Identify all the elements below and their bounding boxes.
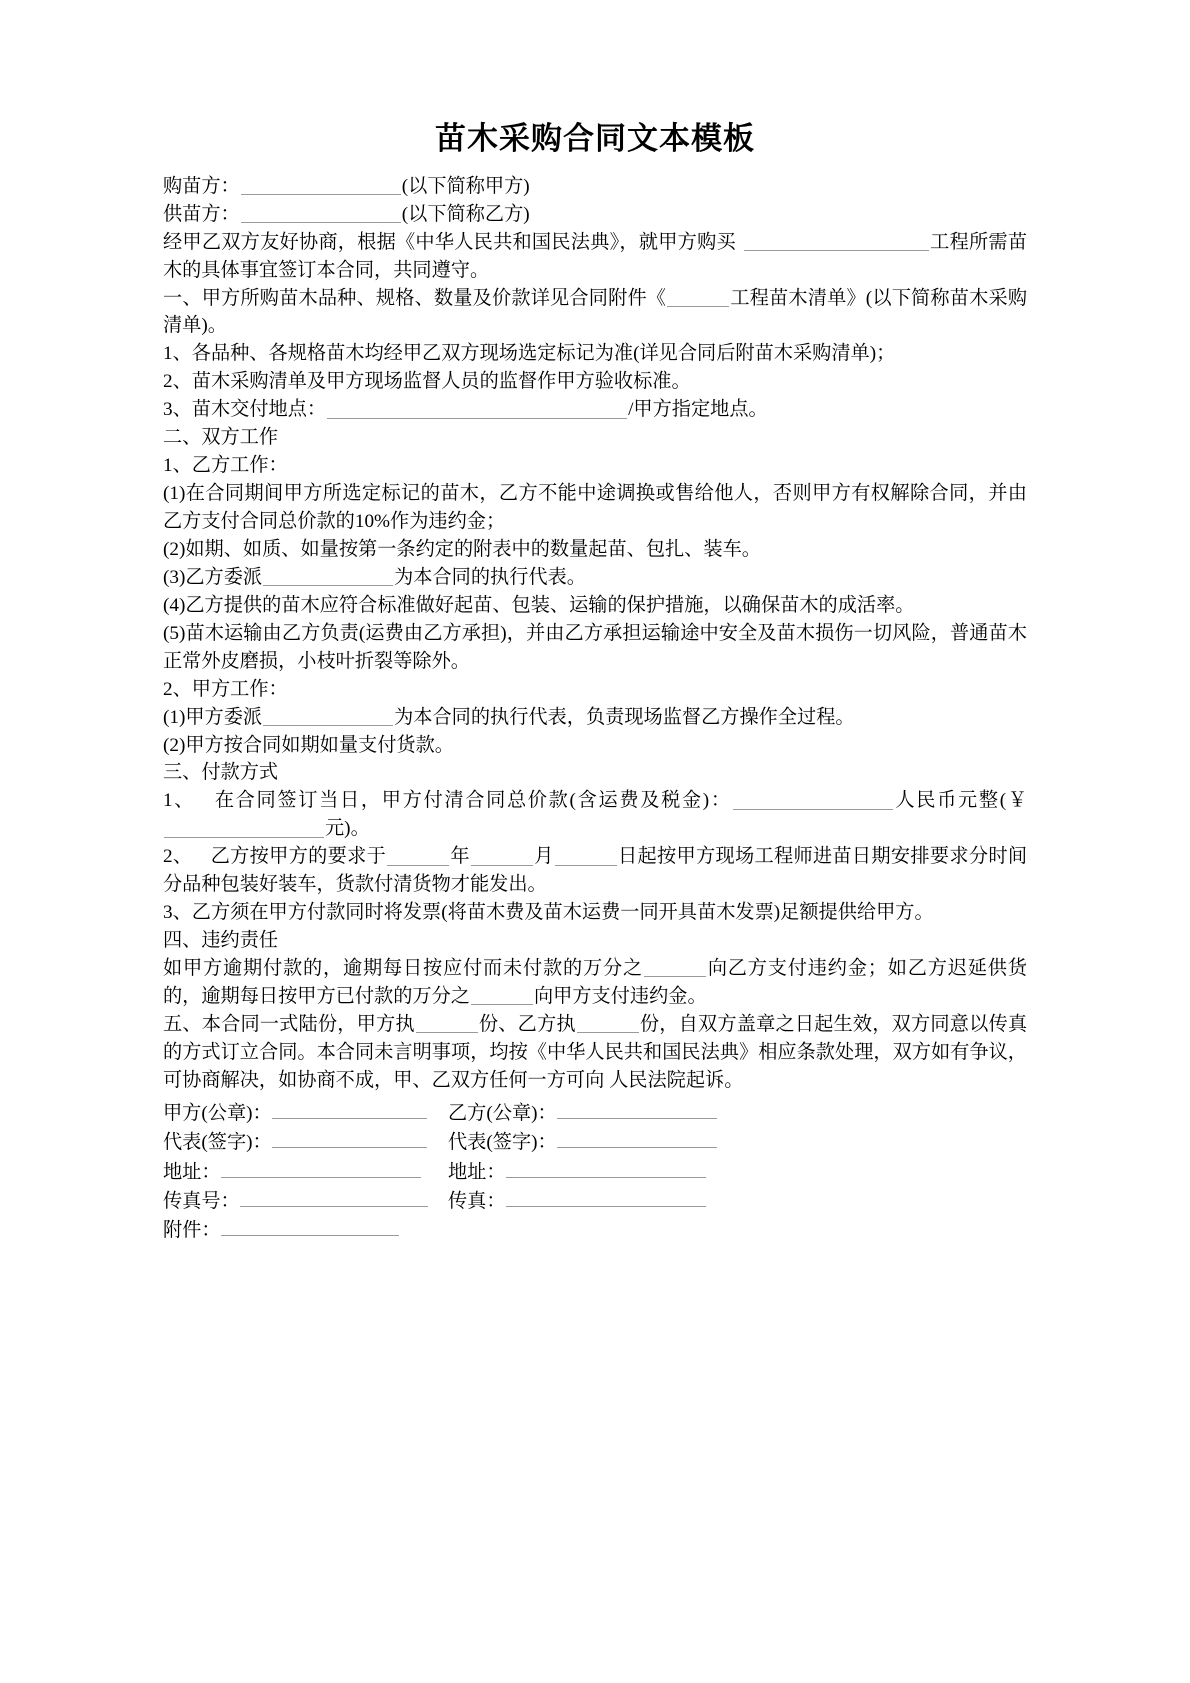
signature-row-fax bbox=[163, 1187, 1027, 1216]
buyer-blank[interactable] bbox=[241, 175, 401, 195]
copies-party-a-blank[interactable] bbox=[416, 1013, 478, 1033]
section-1-item-3 bbox=[163, 396, 1027, 424]
supplier-blank[interactable] bbox=[241, 203, 401, 223]
party-a-rep-blank[interactable] bbox=[263, 706, 393, 726]
section-2-1-item-5: (5)苗木运输由乙方负责(运费由乙方承担)，并由乙方承担运输途中安全及苗木损伤一切风险，普通苗木正常外皮磨损，小枝叶折裂等除外。 bbox=[163, 622, 1027, 672]
section-2-1-item-2: (2)如期、如质、如量按第一条约定的附表中的数量起苗、包扎、装车。 bbox=[163, 538, 761, 560]
section-1-heading bbox=[163, 285, 1027, 341]
section-1-item-1: 1、各品种、各规格苗木均经甲乙双方现场选定标记为准(详见合同后附苗木采购清单)； bbox=[163, 343, 896, 365]
copies-text-2: 份、乙方执 bbox=[478, 1013, 576, 1035]
section-1-text-1: 一、甲方所购苗木品种、规格、数量及价款详见合同附件《 bbox=[163, 287, 667, 309]
party-a-address-blank[interactable] bbox=[221, 1157, 421, 1177]
party-b-seal-blank[interactable] bbox=[557, 1099, 717, 1119]
payment-2-text-3: 日起按甲方现场工程师进苗日期安排要求分时间分品种包装好装车，货款付清货物才能发出。 bbox=[163, 846, 1028, 896]
party-b-address-label: 地址： bbox=[448, 1161, 506, 1183]
supplier-line bbox=[163, 201, 1027, 229]
party-a-seal-field bbox=[163, 1099, 448, 1128]
copies-party-b-blank[interactable] bbox=[577, 1013, 639, 1033]
section-4-body bbox=[163, 955, 1027, 1011]
start-year-blank[interactable] bbox=[387, 845, 449, 865]
start-month-blank[interactable] bbox=[471, 845, 533, 865]
buyer-suffix: (以下简称甲方) bbox=[401, 175, 530, 197]
buyer-label: 购苗方： bbox=[163, 175, 240, 197]
payment-2-text-1: 2、 bbox=[163, 846, 193, 868]
payment-1-text-2: 在合同签订当日，甲方付清合同总价款(含运费及税金)： bbox=[213, 790, 732, 812]
party-b-rep-suffix: 为本合同的执行代表。 bbox=[394, 566, 586, 588]
supplier-label: 供苗方： bbox=[163, 203, 240, 225]
party-b-rep-field bbox=[448, 1128, 717, 1157]
party-b-address-field bbox=[448, 1157, 706, 1186]
penalty-text-1: 如甲方逾期付款的，逾期每日按应付而未付款的万分之 bbox=[163, 958, 643, 979]
section-2-1-item-4: (4)乙方提供的苗木应符合标准做好起苗、包装、运输的保护措施，以确保苗木的成活率。 bbox=[163, 594, 915, 616]
attachment-label: 附件： bbox=[163, 1220, 221, 1242]
party-b-fax-blank[interactable] bbox=[506, 1187, 706, 1207]
payment-1-text-4: 元)。 bbox=[325, 818, 370, 840]
party-a-rep-suffix: 为本合同的执行代表，负责现场监督乙方操作全过程。 bbox=[394, 706, 855, 728]
party-a-address-field bbox=[163, 1157, 448, 1186]
section-2-2-item-1 bbox=[163, 704, 1027, 732]
payment-1-text-1: 1、 bbox=[163, 790, 196, 812]
section-2-2-item-2: (2)甲方按合同如期如量支付货款。 bbox=[163, 734, 454, 756]
signature-block bbox=[163, 1099, 1027, 1246]
section-3-item-3: 3、乙方须在甲方付款同时将发票(将苗木费及苗木运费一同开具苗木发票)足额提供给甲方。 bbox=[163, 902, 934, 924]
section-2-1-item-1: (1)在合同期间甲方所选定标记的苗木，乙方不能中途调换或售给他人，否则甲方有权解除合同，并由乙方支付合同总价款的10%作为违约金； bbox=[163, 483, 1027, 532]
preamble-text-1: 经甲乙双方友好协商，根据《中华人民共和国民法典》，就甲方购买 bbox=[163, 231, 736, 253]
penalty-rate-b-blank[interactable] bbox=[471, 985, 533, 1005]
section-2-heading: 二、双方工作 bbox=[163, 427, 279, 449]
party-a-rep-sign-label: 代表(签字)： bbox=[163, 1132, 272, 1154]
section-1-item-2: 2、苗木采购清单及甲方现场监督人员的监督作甲方验收标准。 bbox=[163, 371, 691, 393]
section-1-text-2: 工程苗木清单》(以下简称苗木采购清单)。 bbox=[163, 287, 1028, 337]
preamble-text-2: 工程所需苗木的具体事宜签订本合同，共同遵守。 bbox=[163, 231, 1028, 281]
party-a-fax-field bbox=[163, 1187, 448, 1216]
payment-1-text-3: 人民币元整(￥ bbox=[893, 790, 1028, 812]
delivery-place-blank[interactable] bbox=[327, 398, 627, 418]
payment-2-month: 月 bbox=[533, 846, 554, 868]
section-2-sub-1-heading: 1、乙方工作： bbox=[163, 455, 288, 477]
section-2-sub-2-heading: 2、甲方工作： bbox=[163, 678, 288, 700]
total-amount-words-blank[interactable] bbox=[733, 789, 893, 809]
section-2-1-item-3 bbox=[163, 564, 1027, 592]
section-3-item-2 bbox=[163, 843, 1027, 899]
payment-2-text-2: 乙方按甲方的要求于 bbox=[210, 846, 387, 868]
signature-row-seal bbox=[163, 1099, 1027, 1128]
party-b-address-blank[interactable] bbox=[506, 1157, 706, 1177]
party-b-rep-sign-blank[interactable] bbox=[557, 1128, 717, 1148]
signature-row-address bbox=[163, 1157, 1027, 1186]
section-4-heading: 四、违约责任 bbox=[163, 930, 279, 952]
section-3-item-1 bbox=[163, 787, 1027, 843]
preamble-paragraph bbox=[163, 229, 1027, 285]
party-b-rep-label: (3)乙方委派 bbox=[163, 566, 263, 588]
party-a-rep-sign-blank[interactable] bbox=[272, 1128, 427, 1148]
party-a-rep-label: (1)甲方委派 bbox=[163, 706, 263, 728]
party-b-rep-blank[interactable] bbox=[263, 566, 393, 586]
party-a-address-label: 地址： bbox=[163, 1161, 221, 1183]
penalty-text-2: 向乙方支付违约金；如乙方迟延供货的，逾期每日按甲方已付款的万分之 bbox=[163, 958, 1027, 1007]
party-b-fax-label: 传真： bbox=[448, 1191, 506, 1212]
signature-row-attachment bbox=[163, 1216, 1027, 1245]
signature-row-representative bbox=[163, 1128, 1027, 1157]
penalty-text-3: 向甲方支付违约金。 bbox=[534, 985, 707, 1007]
copies-text-3: 份，自双方盖章之日起生效，双方同意以传真的方式订立合同。本合同未言明事项，均按《中华人民共和国民法典》相应条款处理，双方如有争议，可协商解决，如协商不成，甲、乙双方任何一方可向 人民法院起诉。 bbox=[163, 1013, 1028, 1091]
copies-text-1: 五、本合同一式陆份，甲方执 bbox=[163, 1013, 415, 1035]
party-a-seal-blank[interactable] bbox=[272, 1099, 427, 1119]
attachment-blank[interactable] bbox=[221, 1216, 399, 1236]
page-title: 苗木采购合同文本模板 bbox=[435, 121, 755, 156]
payment-2-year: 年 bbox=[450, 846, 470, 868]
party-a-rep-field bbox=[163, 1128, 448, 1157]
project-name-blank[interactable] bbox=[744, 231, 929, 251]
party-a-fax-label: 传真号： bbox=[163, 1191, 240, 1212]
penalty-rate-a-blank[interactable] bbox=[644, 957, 706, 977]
party-b-rep-sign-label: 代表(签字)： bbox=[448, 1132, 557, 1154]
party-b-fax-field bbox=[448, 1187, 706, 1216]
section-3-heading: 三、付款方式 bbox=[163, 762, 279, 784]
contract-body bbox=[163, 173, 1027, 1095]
section-5-body bbox=[163, 1011, 1027, 1095]
party-b-seal-field bbox=[448, 1099, 717, 1128]
party-b-seal-label: 乙方(公章)： bbox=[448, 1102, 557, 1124]
delivery-place-label: 3、苗木交付地点： bbox=[163, 399, 327, 421]
buyer-line bbox=[163, 173, 1027, 201]
party-a-seal-label: 甲方(公章)： bbox=[163, 1102, 272, 1124]
start-day-blank[interactable] bbox=[555, 845, 617, 865]
attachment-field bbox=[163, 1216, 448, 1245]
party-a-fax-blank[interactable] bbox=[240, 1187, 428, 1207]
total-amount-figures-blank[interactable] bbox=[164, 817, 324, 837]
supplier-suffix: (以下简称乙方) bbox=[401, 203, 530, 225]
delivery-place-suffix: /甲方指定地点。 bbox=[628, 399, 768, 421]
annex-project-blank[interactable] bbox=[667, 287, 729, 307]
